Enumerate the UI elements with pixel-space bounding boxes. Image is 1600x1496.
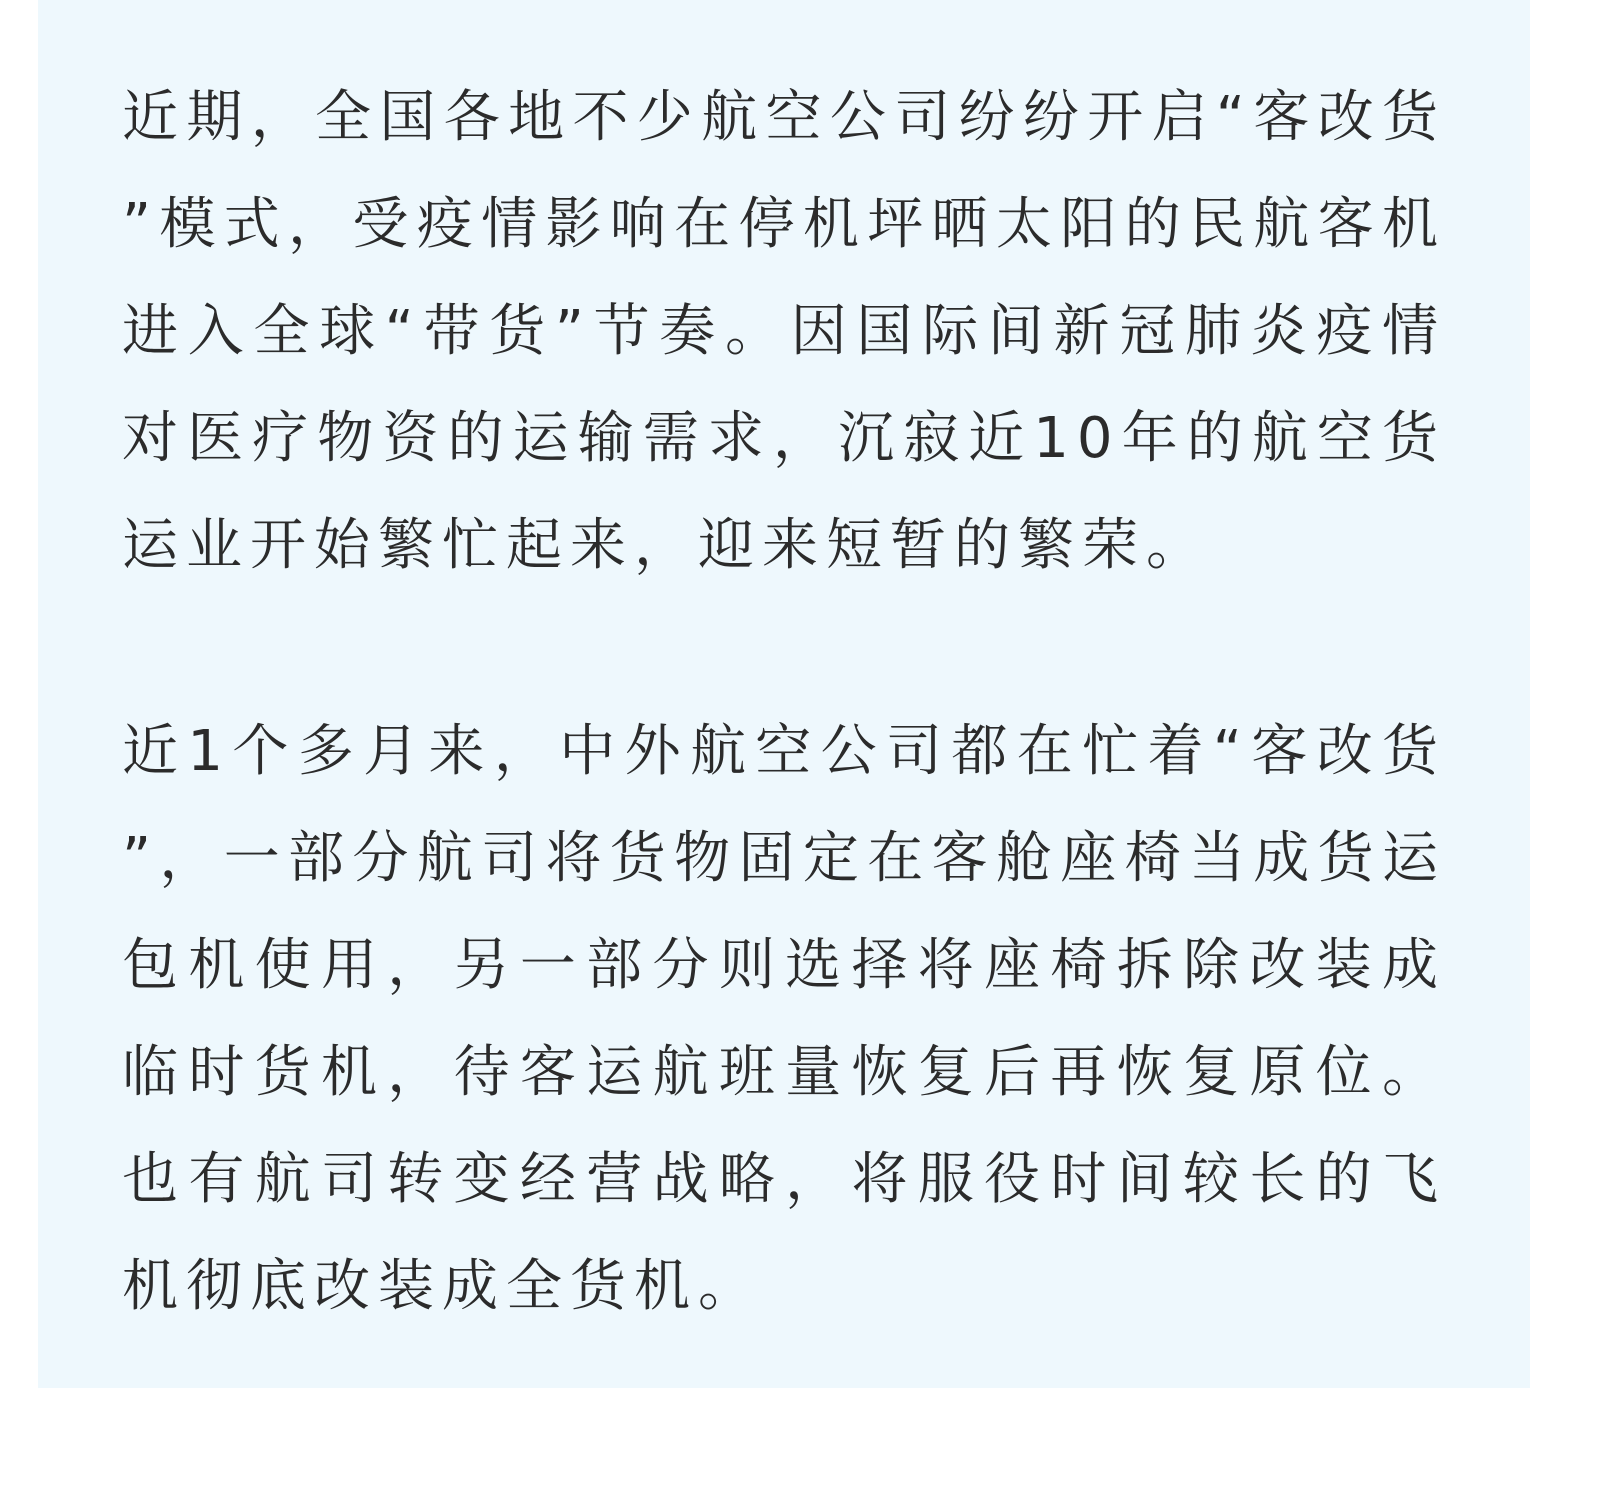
article-paragraph-2: 近1个多月来，中外航空公司都在忙着“客改货”，一部分航司将货物固定在客舱座椅当成货运包机使用，另一部分则选择将座椅拆除改装成临时货机，待客运航班量恢复后再恢复原位。也有航司转变经营战略，将服役时间较长的飞机彻底改装成全货机。 [122, 719, 1446, 1319]
article-paragraph-1: 近期，全国各地不少航空公司纷纷开启“客改货”模式，受疫情影响在停机坪晒太阳的民航客机进入全球“带货”节奏。因国际间新冠肺炎疫情对医疗物资的运输需求，沉寂近10年的航空货运业开始繁忙起来，迎来短暂的繁荣。 [122, 85, 1446, 578]
article-panel [38, 0, 1530, 1388]
